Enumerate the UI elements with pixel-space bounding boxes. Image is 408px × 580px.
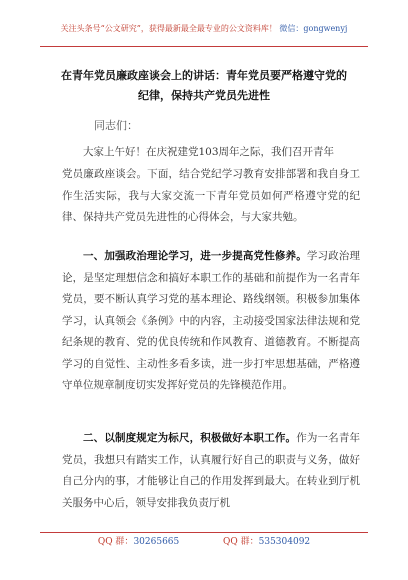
salutation: 同志们： — [94, 119, 138, 132]
footer-contact — [0, 536, 408, 548]
header-divider — [40, 46, 368, 47]
document-title: 在青年党员廉政座谈会上的讲话：青年党员要严格遵守党的纪律，保持共产党员先进性 — [61, 69, 347, 102]
opening-paragraph: 党员廉政座谈会。下面，结合党纪学习教育安排部署和我自身工作生活实际，我与大家交流一下青年党员如何严格遵守党的纪律、保持共产党员先进性的心得体会，与大家共勉。 — [62, 168, 360, 223]
section-2-text: 作为一名青年党员，我想只有踏实工作，认真履行好自己的职责与义务，做好自己分内的事，才能够让自己的作用发挥到最大。在转业到厅机关服务中心后，领导安排我负责厅机 — [62, 432, 361, 509]
section-1 — [62, 246, 360, 397]
qq-group-label-1: QQ 群： — [97, 537, 134, 547]
section-2-heading: 二、以制度规定为标尺，积极做好本职工作。 — [83, 432, 297, 444]
banner-wechat-id: 微信：gongwenyj — [279, 24, 348, 33]
banner-promo-text: 关注头条号“公文研究”，获得最新最全最专业的公文资料库！ — [60, 24, 277, 33]
qq-group-number-2: 535304092 — [258, 537, 311, 547]
section-2 — [62, 428, 360, 514]
section-1-text: 学习政治理论，是坚定理想信念和搞好本职工作的基础和前提作为一名青年党员，要不断认真学习党的基本理论、路线纲领。积极参加集体学习，认真领会《条例》中的内容，主动接受国家法律法规和党纪条规的教育、党的优良传统和作风教育、道德教育。不断提高学习的自觉性、主动性多看多读，进一步打牢思想基础，严格遵守单位规章制度切实发挥好党员的先锋模范作用。 — [62, 250, 360, 391]
qq-group-label-2: QQ 群： — [223, 537, 259, 547]
opening-paragraph-line: 大家上午好！在庆祝建党103周年之际，我们召开青年 — [83, 146, 335, 158]
qq-group-number-1: 30265665 — [133, 537, 180, 547]
section-1-heading: 一、加强政治理论学习，进一步提高党性修养。 — [83, 250, 307, 262]
header-banner — [0, 24, 408, 34]
footer-divider — [40, 532, 368, 533]
